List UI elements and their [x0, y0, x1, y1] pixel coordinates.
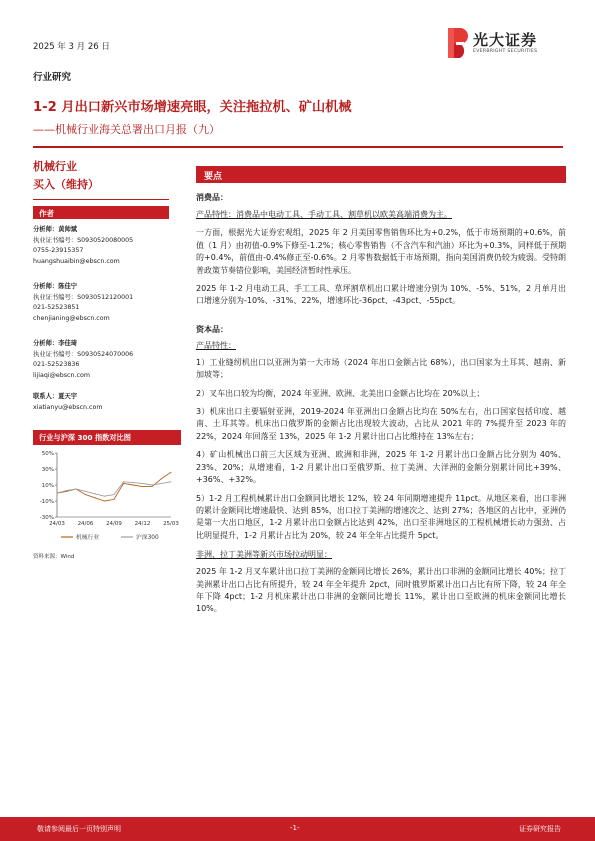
analyst-phone: 021-52523851 — [33, 304, 80, 311]
logo-text-en: EVERBRIGHT SECURITIES — [473, 49, 538, 54]
footer-report-type: 证券研究报告 — [519, 825, 561, 833]
capital-feature-label: 产品特性： — [196, 340, 236, 350]
authors-header: 作者 — [33, 206, 169, 219]
report-date: 2025 年 3 月 26 日 — [33, 42, 110, 52]
analyst-name: 李佳琦 — [58, 340, 78, 347]
logo-text-cn: 光大证券 — [473, 31, 538, 49]
analyst-email[interactable]: chenjianing@ebscn.com — [33, 314, 110, 322]
x-tick-label: 24/09 — [106, 521, 122, 527]
chart-svg — [33, 449, 181, 549]
page-number: -1- — [290, 824, 300, 832]
series-point — [95, 497, 96, 498]
contact-card — [33, 392, 181, 413]
series-point — [104, 496, 105, 497]
sidebar — [33, 158, 181, 413]
capital-item: 4）矿山机械出口前三大区域为亚洲、欧洲和非洲，2025 年 1-2 月累计出口金额占比分别为 40%、23%、20%；从增速看，1-2 月累计出口至俄罗斯、拉丁美洲、大洋洲的金额分别累计同比+39%、+36%、+32%。 — [196, 450, 566, 485]
company-logo — [446, 26, 566, 62]
series-point — [123, 481, 124, 482]
series-point — [76, 489, 77, 490]
analyst-name-line — [33, 225, 181, 236]
series-point — [171, 472, 172, 473]
series-point — [123, 483, 124, 484]
series-point — [57, 493, 58, 494]
y-tick-label: 50% — [41, 451, 54, 457]
consumer-feature-text: 产品特性：消费品中电动工具、手动工具、割草机以欧美高端消费为主。 — [196, 210, 452, 219]
report-category: 行业研究 — [33, 72, 72, 83]
rating: 买入（维持） — [33, 178, 99, 191]
series-point — [114, 499, 115, 500]
analyst-role: 分析师： — [33, 226, 59, 233]
consumer-feature — [196, 209, 566, 221]
series-point — [85, 491, 86, 492]
y-tick-label: 30% — [41, 467, 54, 473]
consumer-paragraph-2: 2025 年 1-2 月电动工具、手工工具、草坪割草机出口累计增速分别为 10%、-5%、51%，2 月单月出口增速分别为-10%、-31%、22%，增速环比-36pct、-43pct、-55pct。 — [196, 284, 566, 306]
x-tick-label: 24/03 — [49, 521, 65, 527]
legend-label: 沪深300 — [136, 535, 159, 541]
industry-name: 机械行业 — [33, 160, 77, 173]
x-tick-label: 24/12 — [134, 521, 151, 527]
analyst-name-line — [33, 339, 181, 350]
series-point — [104, 501, 105, 502]
series-point — [142, 483, 143, 484]
series-point — [85, 494, 86, 495]
series-point — [133, 482, 134, 483]
series-point — [133, 485, 134, 486]
series-point — [114, 494, 115, 495]
report-subtitle: ——机械行业海关总署出口月报（九） — [33, 123, 220, 136]
legend-label: 机械行业 — [76, 535, 100, 541]
x-tick-label: 24/06 — [77, 521, 94, 527]
series-point — [161, 478, 162, 479]
consumer-section-title: 消费品： — [196, 193, 228, 202]
chart-header: 行业与沪深 300 指数对比图 — [33, 430, 181, 445]
analyst-name-line — [33, 282, 181, 293]
analyst-card — [33, 339, 181, 381]
series-point — [66, 490, 67, 491]
emerging-markets-paragraph: 2025 年 1-2 月叉车累计出口拉丁美洲的金额同比增长 26%，累计出口非洲的金额同比增长 40%；拉丁美洲累计出口占比有所提升，较 24 年全年提升 2pct，同时俄罗斯累计出口占比有所下降，较 24 年全年下降 4pct；1-2 月机床累计出口非洲的金额同比增长 11%，累计出口至欧洲的机床金额同比增长 10%。 — [196, 567, 566, 614]
series-line-machinery — [57, 472, 171, 501]
series-point — [152, 485, 153, 486]
series-line-csi300 — [57, 482, 171, 496]
contact-name-line — [33, 392, 181, 403]
series-point — [171, 481, 172, 482]
footer-disclaimer-link[interactable]: 敬请参阅最后一页特别声明 — [37, 825, 121, 833]
index-comparison-chart — [33, 430, 181, 560]
analyst-license: 执业证书编号：S0930512120001 — [33, 293, 134, 301]
capital-item: 3）机床出口主要辐射亚洲，2019-2024 年亚洲出口金额占比均在 50%左右，出口国家包括印度、越南、土耳其等。机床出口俄罗斯的金额占比出现较大波动，占比从 2021 年的 7%提升至 2023 年的 22%，2024 年回落至 13%，2025 年 1-2 月累计出口占比维持在 13%左右； — [196, 407, 566, 441]
title-divider — [33, 146, 563, 148]
series-point — [152, 486, 153, 487]
y-tick-label: -30% — [39, 515, 54, 521]
contact-role: 联系人： — [33, 393, 59, 400]
contact-name: 夏天宇 — [58, 393, 78, 400]
analyst-license: 执业证书编号：S0930524070006 — [33, 350, 134, 358]
contact-email[interactable]: xiatianyu@ebscn.com — [33, 403, 103, 411]
analyst-role: 分析师： — [33, 340, 59, 347]
x-tick-label: 25/03 — [163, 521, 179, 527]
logo-mark-icon — [446, 26, 468, 60]
series-point — [142, 486, 143, 487]
analyst-card — [33, 225, 181, 267]
analyst-phone: 0755-23915357 — [33, 247, 84, 254]
capital-item: 1）工业缝纫机出口以亚洲为第一大市场（2024 年出口金额占比 68%），出口国家为土耳其、越南、新加坡等； — [196, 357, 566, 380]
consumer-paragraph-1: 一方面，根据光大证券宏观组，2025 年 2 月美国零售销售环比为+0.2%，低于市场预期的+0.6%，前值（1 月）由初值-0.9%下修至-1.2%；核心零售销售（不含汽车和汽油）环比为+0.3%，同样低于预期的+0.4%，前值由-0.4%修正至-0.6%。2 月零售数据低于市场预期，指向美国消费仍较为疲弱。受特朗普政策节奏错位影响，美国经济暂时性承压。 — [196, 228, 566, 275]
report-title: 1-2 月出口新兴市场增速亮眼，关注拖拉机、矿山机械 — [33, 100, 352, 115]
analyst-name: 陈佳宁 — [58, 283, 78, 290]
chart-source: 资料来源：Wind — [33, 554, 75, 560]
y-tick-label: 10% — [41, 483, 54, 489]
analyst-card — [33, 282, 181, 324]
analyst-role: 分析师： — [33, 283, 59, 290]
capital-item: 5）1-2 月工程机械累计出口金额同比增长 12%，较 24 年同期增速提升 11pct。从地区来看，出口非洲的累计金额同比增速最快、达到 85%，出口拉丁美洲的增速次之、达到 27%；各地区的占比中，亚洲仍是第一大出口地区，1-2 月累计出口金额占比达到 42%，出口至非洲地区的工程机械增长动力强劲、占比明显提升，1-2 月累计占比为 20%，较 24 年全年占比提升 5pct。 — [196, 493, 566, 540]
key-points-header: 要点 — [196, 166, 566, 183]
capital-item: 2）叉车出口较为均衡，2024 年亚洲、欧洲、北美出口金额占比均在 20%以上； — [196, 388, 485, 398]
emerging-markets-title: 非洲、拉丁美洲等新兴市场拉动明显： — [196, 550, 332, 560]
main-content — [196, 166, 566, 616]
series-point — [95, 493, 96, 494]
analyst-license: 执业证书编号：S0930520080005 — [33, 236, 134, 244]
analyst-email[interactable]: lijiaqi@ebscn.com — [33, 371, 90, 379]
series-point — [161, 483, 162, 484]
capital-section-title: 资本品： — [196, 324, 228, 334]
sidebar-divider — [33, 199, 169, 200]
analyst-name: 黄帅斌 — [58, 226, 78, 233]
analyst-email[interactable]: huangshuaibin@ebscn.com — [33, 257, 120, 265]
y-tick-label: -10% — [39, 499, 54, 505]
analyst-phone: 021-52523836 — [33, 361, 80, 368]
